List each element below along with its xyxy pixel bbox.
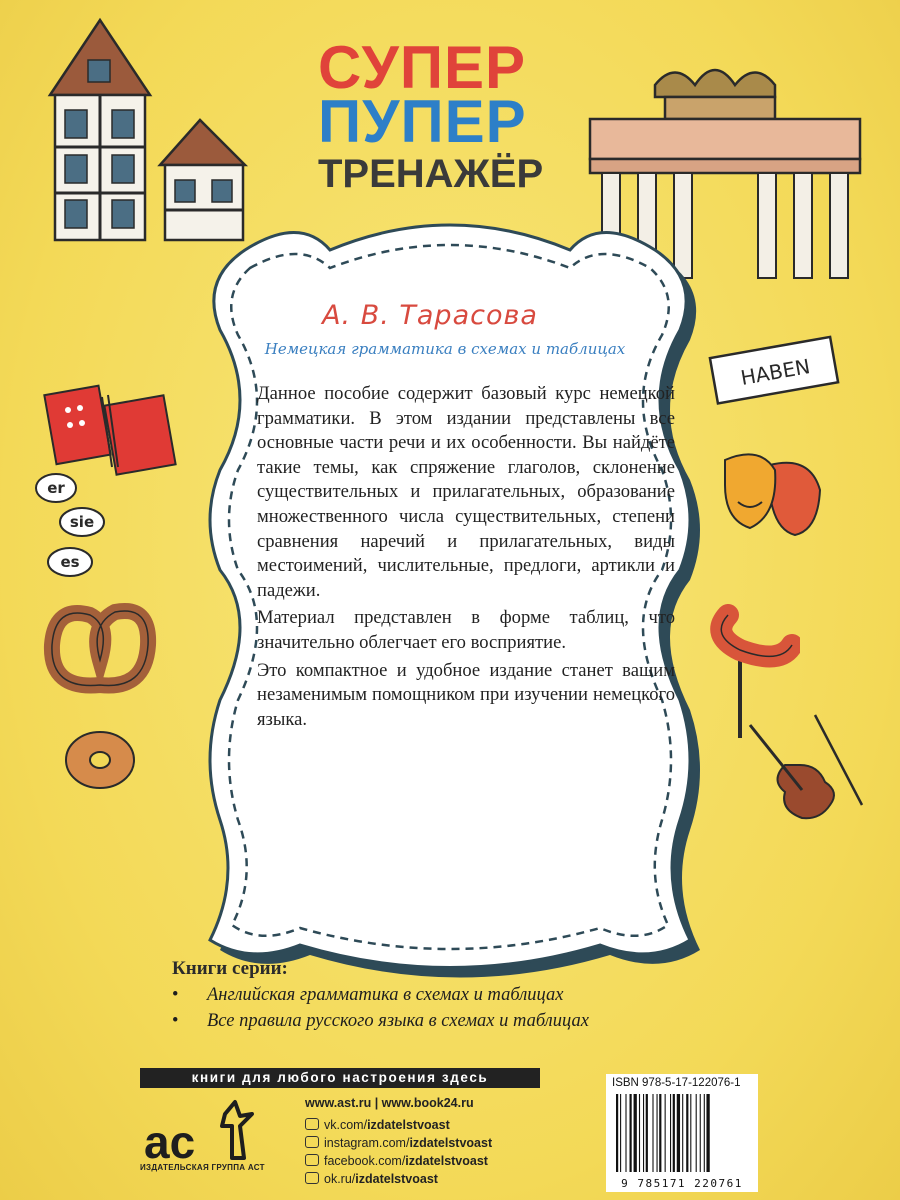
isbn-text: ISBN 978-5-17-122076-1 — [612, 1077, 741, 1089]
barcode — [614, 1094, 750, 1174]
social-handle: izdatelstvoast — [409, 1136, 493, 1150]
pronoun-bubbles-illustration — [30, 470, 110, 590]
social-links — [305, 1116, 492, 1188]
barcode-bar — [670, 1094, 671, 1172]
barcode-bar — [665, 1094, 666, 1172]
vk-icon — [305, 1118, 319, 1130]
social-handle: izdatelstvoast — [367, 1118, 450, 1132]
social-link-facebook[interactable] — [305, 1152, 492, 1170]
logo-line-2: ПУПЕР — [318, 88, 527, 155]
haben-sign-illustration — [705, 335, 845, 415]
bagel-illustration — [60, 725, 140, 795]
social-link-instagram[interactable] — [305, 1134, 492, 1152]
description-paragraph-3: Это компактное и удобное издание станет вашим незаменимым помощником при изучении немецкого языка. — [257, 659, 675, 730]
book-author: А. В. Тарасова — [322, 300, 538, 331]
description-paragraph-2: Материал представлен в форме таблиц, что значительно облегчает его восприятие. — [257, 607, 675, 653]
barcode-bar — [634, 1094, 637, 1172]
barcode-bar — [646, 1094, 648, 1172]
book-description — [257, 382, 675, 735]
social-prefix: instagram.com/ — [324, 1136, 410, 1150]
barcode-bar — [643, 1094, 644, 1172]
accordion-illustration — [40, 375, 190, 485]
ok-icon — [305, 1172, 319, 1184]
pretzel-illustration — [40, 590, 160, 700]
social-link-vk[interactable] — [305, 1116, 492, 1134]
barcode-bar — [706, 1094, 709, 1172]
barcode-bar — [690, 1094, 691, 1172]
ast-logo-text: ac — [144, 1116, 196, 1168]
barcode-bar — [639, 1094, 640, 1172]
barcode-bar — [616, 1094, 618, 1172]
social-prefix: vk.com/ — [324, 1118, 368, 1132]
book-title: Немецкая грамматика в схемах и таблицах — [264, 340, 626, 358]
slogan-strip: книги для любого настроения здесь — [140, 1068, 540, 1088]
series-item: • Все правила русского языка в схемах и таблицах — [172, 1011, 812, 1032]
social-handle: izdatelstvoast — [355, 1172, 438, 1186]
barcode-bar — [682, 1094, 683, 1172]
barcode-bar — [620, 1094, 621, 1172]
barcode-bar — [673, 1094, 675, 1172]
barcode-bar — [686, 1094, 688, 1172]
barcode-bar — [700, 1094, 701, 1172]
publisher-caption: ИЗДАТЕЛЬСКАЯ ГРУППА АСТ — [140, 1163, 265, 1172]
barcode-bar — [630, 1094, 632, 1172]
social-prefix: facebook.com/ — [324, 1154, 406, 1168]
violin-illustration — [740, 710, 870, 830]
ast-logo — [140, 1094, 290, 1190]
barcode-bar — [696, 1094, 697, 1172]
social-link-ok[interactable] — [305, 1170, 492, 1188]
facebook-icon — [305, 1154, 319, 1166]
series-item: • Английская грамматика в схемах и таблицах — [172, 985, 812, 1006]
bubble-es: es — [60, 553, 80, 571]
isbn-barcode-box — [606, 1074, 758, 1192]
theatre-masks-illustration — [700, 440, 850, 550]
barcode-bar — [652, 1094, 653, 1172]
series-heading: Книги серии: — [172, 958, 288, 979]
barcode-bar — [677, 1094, 680, 1172]
logo-line-1: СУПЕР — [318, 34, 527, 101]
logo-line-3: ТРЕНАЖЁР — [318, 152, 544, 196]
instagram-icon — [305, 1136, 319, 1148]
publisher-websites[interactable]: www.ast.ru | www.book24.ru — [305, 1096, 474, 1110]
barcode-bar — [704, 1094, 705, 1172]
social-prefix: ok.ru/ — [324, 1172, 356, 1186]
bubble-sie: sie — [69, 513, 95, 531]
barcode-bar — [657, 1094, 658, 1172]
barcode-bar — [659, 1094, 661, 1172]
description-paragraph-1: Данное пособие содержит базовый курс немецкой грамматики. В этом издании представлены все основные части речи и их особенности. Вы найдёте такие темы, как спряжение глаголов, склонение существительных и прилагательных, образование множественного числа существительных, степени сравнения наречий и прилагательных, виды местоимений, числительные, предлоги, артикли и падежи. — [257, 383, 675, 601]
social-handle: izdatelstvoast — [405, 1154, 488, 1168]
barcode-bar — [625, 1094, 626, 1172]
haben-sign-text: HABEN — [738, 354, 812, 390]
barcode-digits: 9 785171 220761 — [621, 1177, 743, 1190]
bubble-er: er — [47, 479, 65, 497]
series-list — [172, 958, 812, 1032]
